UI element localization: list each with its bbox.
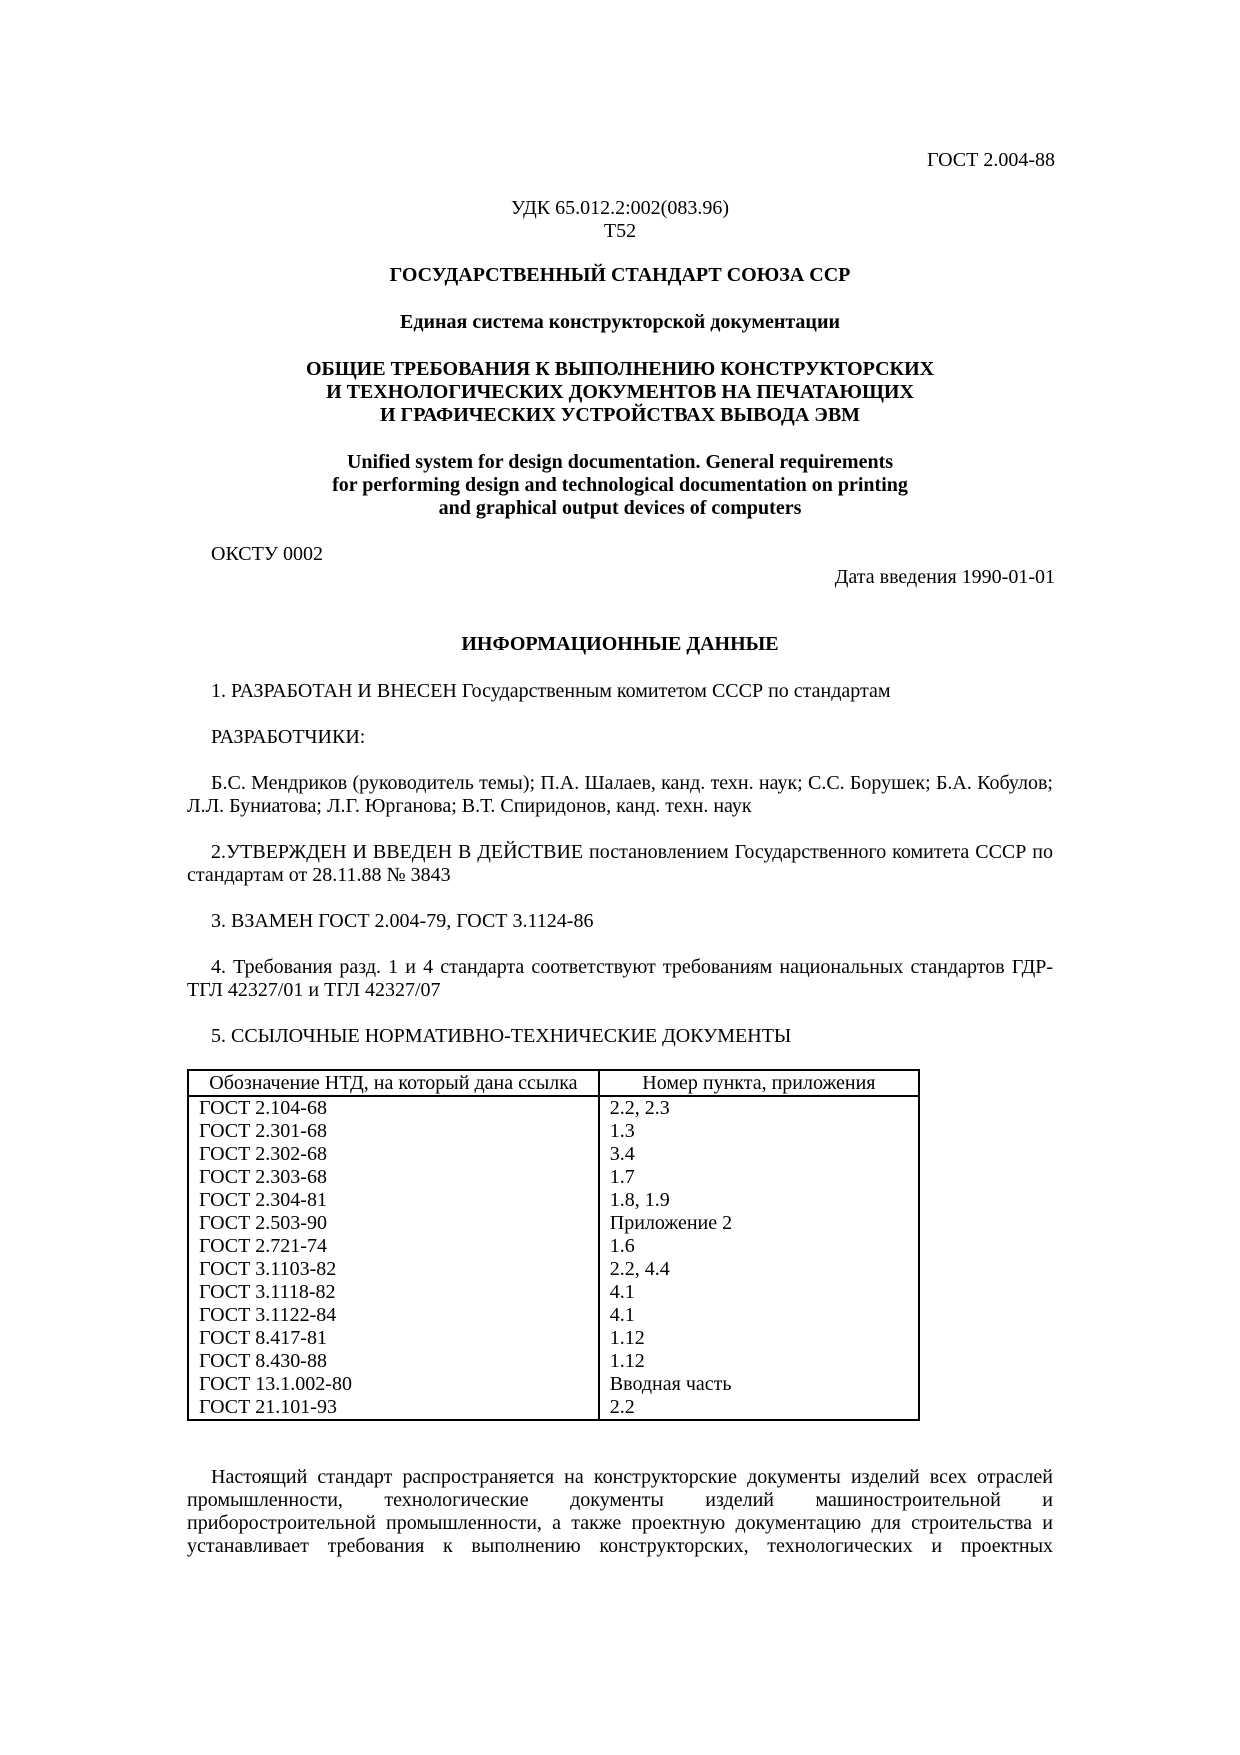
table-row	[188, 1304, 919, 1327]
document-cell: ГОСТ 2.303-68	[188, 1166, 599, 1189]
gost-number: ГОСТ 2.004-88	[927, 149, 1055, 171]
intro-date: Дата введения 1990-01-01	[834, 566, 1055, 588]
developers-list: Б.С. Мендриков (руководитель темы); П.А. Шалаев, канд. техн. наук; С.С. Борушек; Б.А. Кобулов; Л.Л. Буниатова; Л.Г. Юрганова; В.Т. Спиридонов, канд. техн. наук	[187, 772, 1053, 817]
scope-line: приборостроительной промышленности, а также проектную документацию для строительства и	[187, 1512, 1053, 1534]
table-row	[188, 1166, 919, 1189]
clause-cell: 2.2	[599, 1396, 919, 1420]
clause-cell: Приложение 2	[599, 1212, 919, 1235]
group-code: Т52	[603, 220, 637, 242]
table-row	[188, 1143, 919, 1166]
okstu-code: ОКСТУ 0002	[211, 543, 324, 565]
document-cell: ГОСТ 3.1103-82	[188, 1258, 599, 1281]
column-header-clause: Номер пункта, приложения	[599, 1070, 919, 1096]
english-title-line: Unified system for design documentation. General requirements	[346, 451, 894, 473]
clause-cell: 3.4	[599, 1143, 919, 1166]
scope-line: Настоящий стандарт распространяется на конструкторские документы изделий всех отраслей	[211, 1466, 1053, 1488]
system-heading: Единая система конструкторской документации	[400, 311, 840, 333]
document-cell: ГОСТ 21.101-93	[188, 1396, 599, 1420]
document-cell: ГОСТ 2.302-68	[188, 1143, 599, 1166]
info-item-2: 2.УТВЕРЖДЕН И ВВЕДЕН В ДЕЙСТВИЕ постановлением Государственного комитета СССР по стандартам от 28.11.88 № 3843	[187, 841, 1053, 886]
table-row	[188, 1212, 919, 1235]
udk-code: УДК 65.012.2:002(083.96)	[511, 197, 729, 219]
table-row	[188, 1327, 919, 1350]
document-cell: ГОСТ 2.721-74	[188, 1235, 599, 1258]
document-cell: ГОСТ 2.104-68	[188, 1096, 599, 1120]
table-row	[188, 1235, 919, 1258]
russian-title-line: И ТЕХНОЛОГИЧЕСКИХ ДОКУМЕНТОВ НА ПЕЧАТАЮЩИХ	[326, 381, 914, 403]
table-row	[188, 1096, 919, 1120]
clause-cell: 1.6	[599, 1235, 919, 1258]
clause-cell: 1.3	[599, 1120, 919, 1143]
english-title-line: for performing design and technological documentation on printing	[332, 474, 908, 496]
info-item-5: 5. ССЫЛОЧНЫЕ НОРМАТИВНО-ТЕХНИЧЕСКИЕ ДОКУМЕНТЫ	[211, 1025, 792, 1047]
english-title	[0, 451, 1240, 520]
document-cell: ГОСТ 3.1118-82	[188, 1281, 599, 1304]
clause-cell: 2.2, 2.3	[599, 1096, 919, 1120]
state-standard-heading: ГОСУДАРСТВЕННЫЙ СТАНДАРТ СОЮЗА ССР	[389, 264, 851, 286]
table-header-row	[188, 1070, 919, 1096]
table-row	[188, 1258, 919, 1281]
russian-title-line: ОБЩИЕ ТРЕБОВАНИЯ К ВЫПОЛНЕНИЮ КОНСТРУКТОРСКИХ	[305, 358, 935, 380]
clause-cell: 1.7	[599, 1166, 919, 1189]
document-cell: ГОСТ 13.1.002-80	[188, 1373, 599, 1396]
table-row	[188, 1189, 919, 1212]
table-row	[188, 1396, 919, 1420]
clause-cell: 1.12	[599, 1350, 919, 1373]
table-row	[188, 1350, 919, 1373]
reference-documents-table	[187, 1069, 920, 1421]
table-row	[188, 1120, 919, 1143]
info-item-1: 1. РАЗРАБОТАН И ВНЕСЕН Государственным комитетом СССР по стандартам	[211, 680, 891, 702]
clause-cell: Вводная часть	[599, 1373, 919, 1396]
document-cell: ГОСТ 2.301-68	[188, 1120, 599, 1143]
document-cell: ГОСТ 2.304-81	[188, 1189, 599, 1212]
clause-cell: 1.12	[599, 1327, 919, 1350]
clause-cell: 1.8, 1.9	[599, 1189, 919, 1212]
scope-line: устанавливает требования к выполнению конструкторских, технологических и проектных	[187, 1535, 1053, 1557]
russian-title-line: И ГРАФИЧЕСКИХ УСТРОЙСТВАХ ВЫВОДА ЭВМ	[379, 404, 861, 426]
scope-paragraph	[187, 1466, 1053, 1558]
info-item-3: 3. ВЗАМЕН ГОСТ 2.004-79, ГОСТ 3.1124-86	[211, 910, 594, 932]
table-row	[188, 1373, 919, 1396]
russian-title	[0, 358, 1240, 427]
document-cell: ГОСТ 2.503-90	[188, 1212, 599, 1235]
english-title-line: and graphical output devices of computers	[438, 497, 802, 519]
clause-cell: 2.2, 4.4	[599, 1258, 919, 1281]
info-item-4: 4. Требования разд. 1 и 4 стандарта соответствуют требованиям национальных стандартов ГДР-ТГЛ 42327/01 и ТГЛ 42327/07	[187, 956, 1053, 1001]
column-header-document: Обозначение НТД, на который дана ссылка	[188, 1070, 599, 1096]
document-cell: ГОСТ 3.1122-84	[188, 1304, 599, 1327]
clause-cell: 4.1	[599, 1281, 919, 1304]
developers-label: РАЗРАБОТЧИКИ:	[211, 726, 366, 748]
table-row	[188, 1281, 919, 1304]
clause-cell: 4.1	[599, 1304, 919, 1327]
scope-line: промышленности, технологические документы изделий машиностроительной и	[187, 1489, 1053, 1511]
document-cell: ГОСТ 8.417-81	[188, 1327, 599, 1350]
info-heading: ИНФОРМАЦИОННЫЕ ДАННЫЕ	[461, 633, 779, 655]
document-cell: ГОСТ 8.430-88	[188, 1350, 599, 1373]
